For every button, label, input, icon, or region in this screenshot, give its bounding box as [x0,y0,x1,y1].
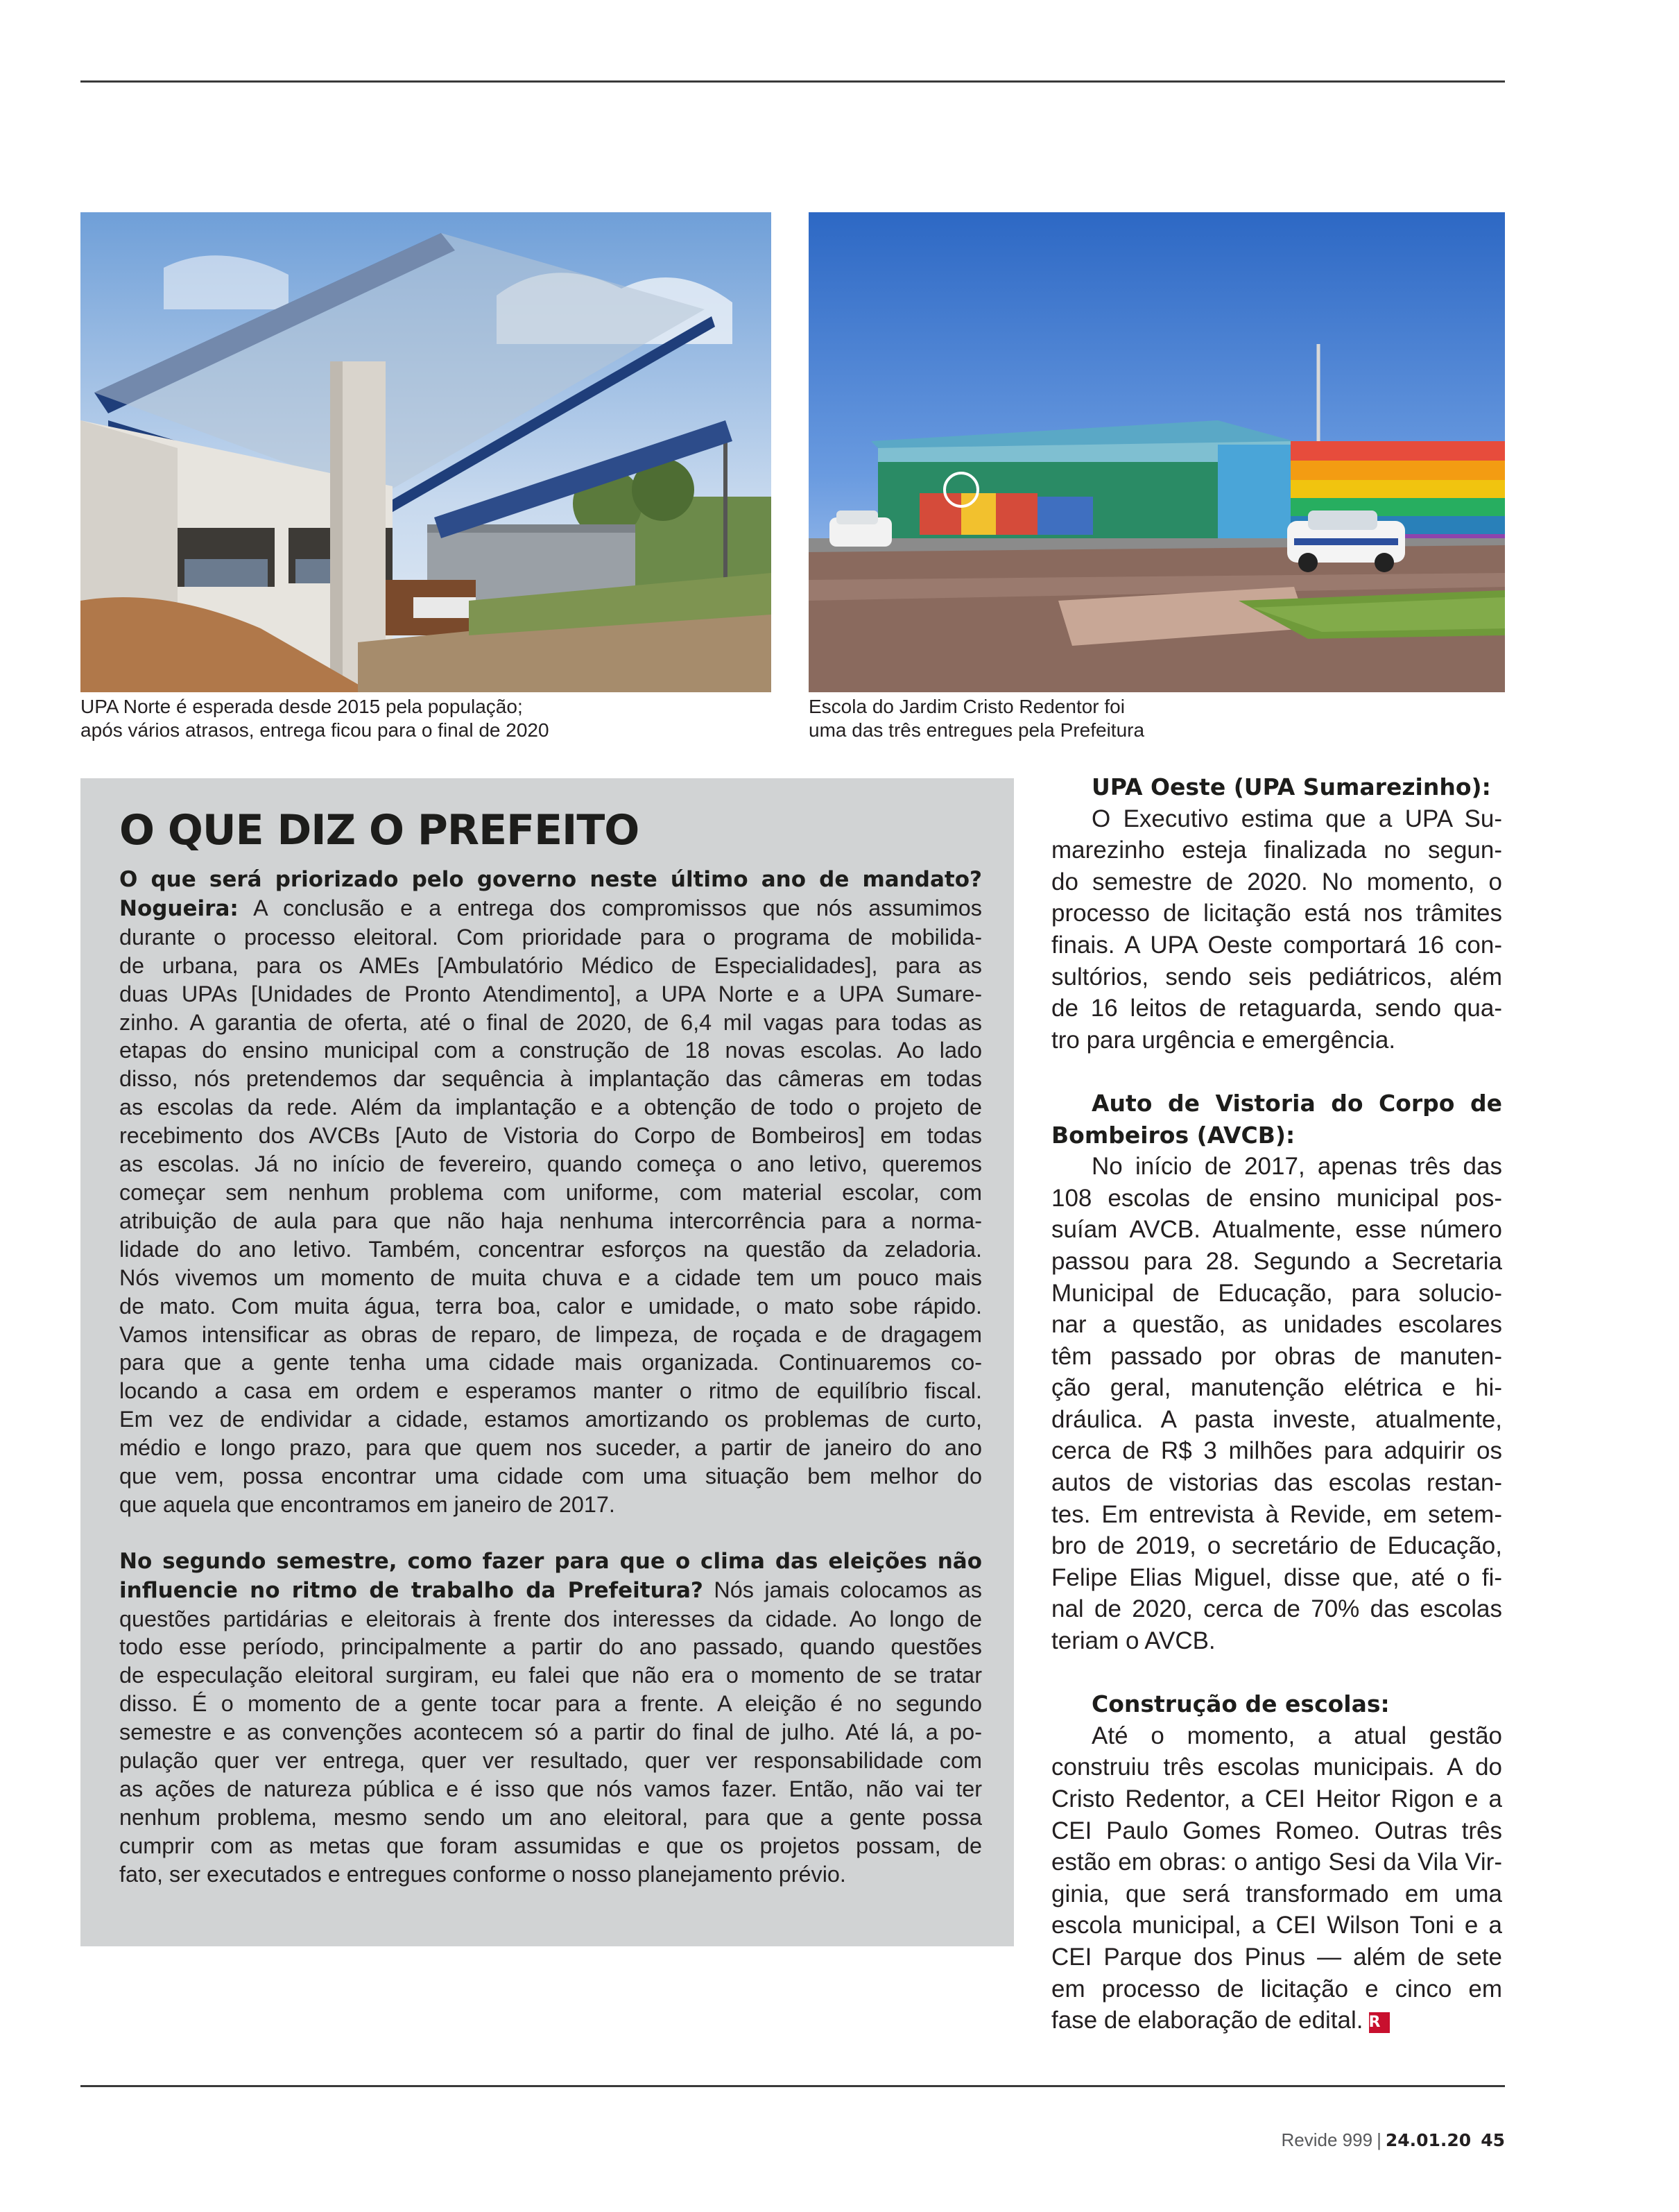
body-line: bro de 2019, o secretário de Educação, [1051,1532,1502,1560]
answer-line: zinho. A garantia de oferta, até o final de 2020, de 6,4 mil vagas para todas as [119,1009,982,1035]
question-2-end: influencie no ritmo de trabalho da Prefeitura? [119,1577,703,1603]
body-line: estão em obras: o antigo Sesi da Vila Vir- [1051,1849,1502,1876]
answer-line: etapas do ensino municipal com a construção de 18 novas escolas. Ao lado [119,1038,982,1063]
body-line: 108 escolas de ensino municipal pos- [1051,1184,1502,1212]
body-line: CEI Paulo Gomes Romeo. Outras três [1051,1817,1502,1844]
body-line: autos de vistorias das escolas restan- [1051,1469,1502,1497]
answer-line: lidade do ano letivo. Também, concentrar esforços na questão da zeladoria. [119,1236,982,1262]
answer-2-first-line [119,1576,982,1605]
magazine-issue: Revide 999 [1281,2129,1373,2150]
escola-image [809,212,1505,692]
section-heading-upa-oeste: UPA Oeste (UPA Sumarezinho): [1092,773,1491,800]
body-line: Até o momento, a atual gestão [1092,1722,1502,1749]
answer-line: cumprir com as metas que foram assumidas e que os projetos possam, de [119,1833,982,1858]
answer-line: de urbana, para os AMEs [Ambulatório Médico de Especialidades], para as [119,952,982,978]
body-line: nal de 2020, cerca de 70% das escolas [1051,1595,1502,1623]
answer-line: que vem, possa encontrar uma cidade com uma situação bem melhor do [119,1464,982,1489]
answer-line: nenhum problema, mesmo sendo um ano eleitoral, para que a gente possa [119,1804,982,1830]
body-line: construiu três escolas municipais. A do [1051,1754,1502,1781]
answer-line: as escolas. Já no início de fevereiro, quando começa o ano letivo, queremos [119,1151,982,1177]
body-text: fase de elaboração de edital. [1051,2007,1363,2034]
answer-text: Nós jamais colocamos as [703,1577,982,1602]
answer-line: as ações de natureza pública e é isso que nós vamos fazer. Então, não vai ter [119,1776,982,1801]
upa-norte-photo [80,212,771,692]
body-line: CEI Parque dos Pinus — além de sete [1051,1943,1502,1971]
body-line: O Executivo estima que a UPA Su- [1092,805,1502,832]
answer-line: que aquela que encontramos em janeiro de 2017. [119,1491,615,1517]
caption-line: uma das três entregues pela Prefeitura [809,719,1145,741]
body-line: escola municipal, a CEI Wilson Toni e a [1051,1912,1502,1939]
answer-line: locando a casa em ordem e esperamos manter o ritmo de equilíbrio fiscal. [119,1378,982,1404]
answer-line: Em vez de endividar a cidade, estamos amortizando os problemas de curto, [119,1407,982,1432]
answer-1-first-line [119,894,982,923]
answer-text: A conclusão e a entrega dos compromissos que nós assumimos [238,895,982,920]
folio-separator: | [1377,2129,1381,2150]
body-line: Municipal de Educação, para solucio- [1051,1279,1502,1307]
answer-line: disso, nós pretendemos dar sequência à implantação das câmeras em todas [119,1066,982,1092]
answer-line: de especulação eleitoral surgiram, eu falei que não era o momento de se tratar [119,1663,982,1688]
upa-norte-caption [80,695,767,742]
body-line: ção geral, manutenção elétrica e hi- [1051,1374,1502,1402]
body-line: de 16 leitos de retaguarda, sendo qua- [1051,995,1502,1022]
article-column [1051,771,1502,2037]
answer-line: de mato. Com muita água, terra boa, calor e umidade, o mato sobe rápido. [119,1293,982,1319]
box-title: O QUE DIZ O PREFEITO [119,806,639,855]
interview-text [119,866,982,1889]
caption-line: após vários atrasos, entrega ficou para o final de 2020 [80,719,549,741]
body-line: cerca de R$ 3 milhões para adquirir os [1051,1437,1502,1465]
body-line: tes. Em entrevista à Revide, em setem- [1051,1500,1502,1528]
top-rule [80,80,1505,83]
body-line: ginia, que será transformado em uma [1051,1880,1502,1907]
answer-line: recebimento dos AVCBs [Auto de Vistoria do Corpo de Bombeiros] em todas [119,1123,982,1149]
section-heading-avcb-cont: Bombeiros (AVCB): [1051,1121,1295,1149]
body-line: passou para 28. Segundo a Secretaria [1051,1247,1502,1275]
section-heading-avcb: Auto de Vistoria do Corpo de [1092,1089,1502,1117]
body-line: tro para urgência e emergência. [1051,1026,1396,1054]
speaker-label: Nogueira: [119,895,239,921]
answer-line: todo esse período, principalmente a partir do ano passado, quando questões [119,1634,982,1660]
prefeito-interview-box [80,778,1014,1946]
paragraph-gap [119,1519,982,1547]
escola-caption [809,695,1502,742]
question-2: No segundo semestre, como fazer para que o clima das eleições não [119,1548,982,1574]
answer-line: atribuição de aula para que não haja nenhuma intercorrência para a norma- [119,1208,982,1233]
body-line: teriam o AVCB. [1051,1627,1216,1655]
paragraph-gap [1051,1657,1502,1689]
issue-date: 24.01.20 [1385,2130,1472,2150]
body-line: sultórios, sendo seis pediátricos, além [1051,963,1502,991]
answer-line: questões partidárias e eleitorais à frente dos interesses da cidade. Ao longo de [119,1606,982,1631]
page-folio [1282,2129,1505,2152]
page-number: 45 [1481,2130,1505,2150]
answer-line: duas UPAs [Unidades de Pronto Atendimento], a UPA Norte e a UPA Sumare- [119,981,982,1006]
answer-line: Vamos intensificar as obras de reparo, de limpeza, de roçada e de dragagem [119,1321,982,1347]
body-line: dráulica. A pasta investe, atualmente, [1051,1405,1502,1433]
answer-line: para que a gente tenha uma cidade mais organizada. Continuaremos co- [119,1350,982,1375]
caption-line: UPA Norte é esperada desde 2015 pela população; [80,696,523,717]
body-line: nar a questão, as unidades escolares [1051,1311,1502,1339]
body-line: marezinho esteja finalizada no segun- [1051,837,1502,864]
answer-line: disso. É o momento de a gente tocar para a frente. A eleição é no segundo [119,1691,982,1717]
question-1: O que será priorizado pelo governo neste último ano de mandato? [119,867,982,892]
section-heading-construcao: Construção de escolas: [1092,1690,1390,1718]
revide-end-mark-icon: R [1369,2012,1390,2033]
upa-norte-image [80,212,771,692]
body-line: em processo de licitação e cinco em [1051,1975,1502,2003]
answer-line: durante o processo eleitoral. Com prioridade para o programa de mobilida- [119,924,982,950]
answer-line: pulação quer ver entrega, quer ver resultado, quer ver responsabilidade com [119,1748,982,1774]
body-line: têm passado por obras de manuten- [1051,1342,1502,1370]
answer-line: fato, ser executados e entregues conforme o nosso planejamento prévio. [119,1861,846,1887]
body-line: Cristo Redentor, a CEI Heitor Rigon e a [1051,1785,1502,1812]
body-line: suíam AVCB. Atualmente, esse número [1051,1216,1502,1244]
body-line: Felipe Elias Miguel, disse que, até o fi- [1051,1563,1502,1591]
escola-cristo-redentor-photo [809,212,1505,692]
bottom-rule [80,2085,1505,2087]
body-line: finais. A UPA Oeste comportará 16 con- [1051,931,1502,959]
caption-line: Escola do Jardim Cristo Redentor foi [809,696,1125,717]
body-line: No início de 2017, apenas três das [1092,1153,1502,1181]
answer-line: Nós vivemos um momento de muita chuva e a cidade tem um pouco mais [119,1264,982,1290]
answer-line: semestre e as convenções acontecem só a partir do final de julho. Até lá, a po- [119,1720,982,1745]
paragraph-gap [1051,1056,1502,1088]
answer-line: médio e longo prazo, para que quem nos suceder, a partir de janeiro do ano [119,1435,982,1461]
body-line-final [1051,2005,1502,2037]
answer-line: as escolas da rede. Além da implantação e a obtenção de todo o projeto de [119,1095,982,1120]
body-line: processo de licitação está nos trâmites [1051,900,1502,927]
body-line: do semestre de 2020. No momento, o [1051,868,1502,895]
answer-line: começar sem nenhum problema com uniforme, com material escolar, com [119,1179,982,1205]
